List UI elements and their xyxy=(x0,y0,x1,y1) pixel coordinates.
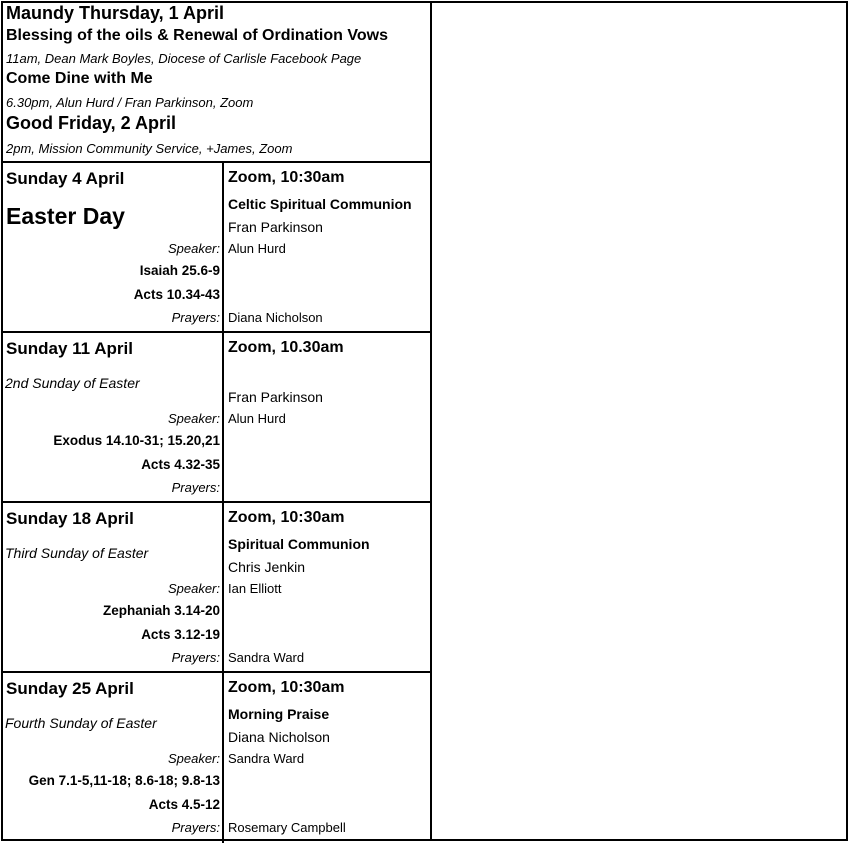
blessing-heading: Blessing of the oils & Renewal of Ordination Vows xyxy=(6,27,388,44)
week-divider xyxy=(222,503,224,671)
service-leader: Fran Parkinson xyxy=(228,219,323,235)
speaker-label: Speaker: xyxy=(167,751,220,766)
sunday-date: Sunday 18 April xyxy=(6,509,134,528)
service-time: Zoom, 10:30am xyxy=(228,509,345,526)
service-time: Zoom, 10:30am xyxy=(228,169,345,186)
sunday-date: Sunday 11 April xyxy=(6,339,133,358)
sunday-date: Sunday 4 April xyxy=(6,169,125,188)
maundy-thursday-heading: Maundy Thursday, 1 April xyxy=(6,3,225,23)
first-reading: Exodus 14.10-31; 15.20,21 xyxy=(53,433,220,448)
good-friday-heading: Good Friday, 2 April xyxy=(6,113,177,133)
first-reading: Zephaniah 3.14-20 xyxy=(102,603,220,618)
speaker-name: Sandra Ward xyxy=(228,751,305,766)
holy-week-section xyxy=(1,1,432,163)
come-dine-heading: Come Dine with Me xyxy=(6,70,153,87)
service-time: Zoom, 10:30am xyxy=(228,679,345,696)
second-reading: Acts 3.12-19 xyxy=(141,627,220,642)
speaker-label: Speaker: xyxy=(167,241,220,256)
week-divider xyxy=(222,163,224,331)
first-reading: Gen 7.1-5,11-18; 8.6-18; 9.8-13 xyxy=(28,773,220,788)
second-reading: Acts 10.34-43 xyxy=(133,287,220,302)
week-block xyxy=(1,333,432,503)
week-block xyxy=(1,503,432,673)
speaker-label: Speaker: xyxy=(167,411,220,426)
speaker-name: Alun Hurd xyxy=(228,411,286,426)
sunday-title: Fourth Sunday of Easter xyxy=(5,715,157,731)
prayers-name: Rosemary Campbell xyxy=(228,820,346,835)
service-leader: Chris Jenkin xyxy=(228,559,306,575)
prayers-label: Prayers: xyxy=(171,650,220,665)
speaker-name: Alun Hurd xyxy=(228,241,286,256)
sunday-title: Easter Day xyxy=(6,203,125,229)
service-leader: Diana Nicholson xyxy=(228,729,330,745)
second-reading: Acts 4.32-35 xyxy=(141,457,220,472)
prayers-label: Prayers: xyxy=(171,310,220,325)
sunday-title: Third Sunday of Easter xyxy=(5,545,149,561)
week-divider xyxy=(222,333,224,501)
second-reading: Acts 4.5-12 xyxy=(148,797,220,812)
week-block xyxy=(1,673,432,843)
prayers-label: Prayers: xyxy=(171,480,220,495)
first-reading: Isaiah 25.6-9 xyxy=(139,263,220,278)
good-friday-detail: 2pm, Mission Community Service, +James, Zoom xyxy=(6,141,293,156)
speaker-name: Ian Elliott xyxy=(228,581,282,596)
blessing-detail: 11am, Dean Mark Boyles, Diocese of Carlisle Facebook Page xyxy=(6,51,362,66)
week-block xyxy=(1,163,432,333)
service-name: Spiritual Communion xyxy=(228,536,370,552)
speaker-label: Speaker: xyxy=(167,581,220,596)
service-name: Celtic Spiritual Communion xyxy=(228,196,412,212)
sunday-title: 2nd Sunday of Easter xyxy=(5,375,140,391)
sunday-date: Sunday 25 April xyxy=(6,679,134,698)
week-divider xyxy=(222,673,224,843)
prayers-label: Prayers: xyxy=(171,820,220,835)
service-name: Morning Praise xyxy=(228,706,330,722)
prayers-name: Diana Nicholson xyxy=(228,310,323,325)
prayers-name: Sandra Ward xyxy=(228,650,305,665)
service-time: Zoom, 10.30am xyxy=(228,339,344,356)
service-leader: Fran Parkinson xyxy=(228,389,323,405)
come-dine-detail: 6.30pm, Alun Hurd / Fran Parkinson, Zoom xyxy=(6,95,254,110)
